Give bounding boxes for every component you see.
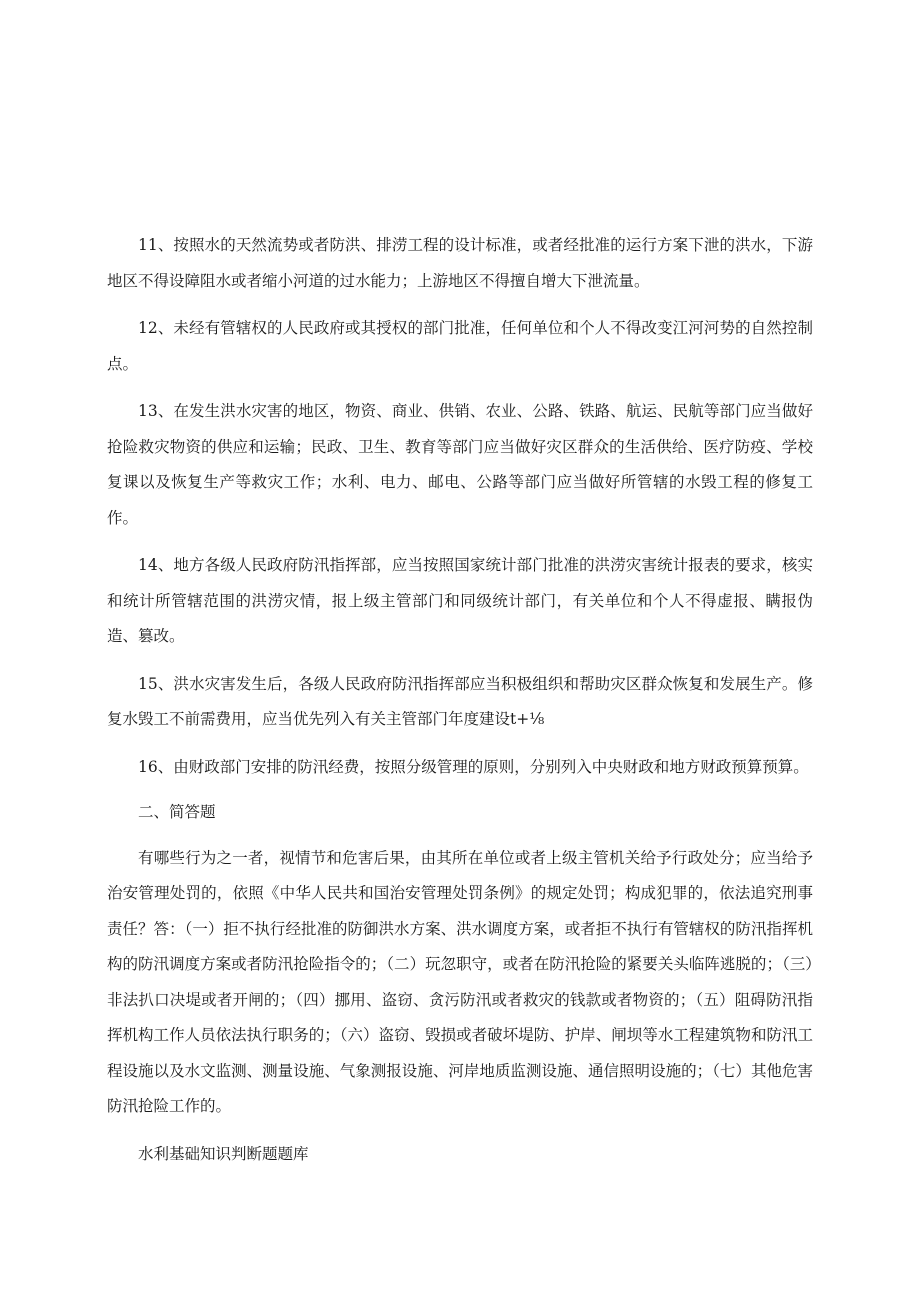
paragraph-item-12: 12、未经有管辖权的人民政府或其授权的部门批准，任何单位和个人不得改变江河河势的自然控制点。: [107, 319, 813, 373]
question-bank-title: 水利基础知识判断题题库: [138, 1144, 309, 1163]
short-answer-question-and-answer: 有哪些行为之一者，视情节和危害后果，由其所在单位或者上级主管机关给予行政处分；应当给予治安管理处罚的，依照《中华人民共和国治安管理处罚条例》的规定处罚；构成犯罪的，依法追究刑事责任？答：（一）拒不执行经批准的防御洪水方案、洪水调度方案，或者拒不执行有管辖权的防汛指挥机构的防汛调度方案或者防汛抢险指令的；（二）玩忽职守，或者在防汛抢险的紧要关头临阵逃脱的；（三）非法扒口决堤或者开闸的；（四）挪用、盗窃、贪污防汛或者救灾的钱款或者物资的；（五）阻碍防汛指挥机构工作人员依法执行职务的；（六）盗窃、毁损或者破坏堤防、护岸、闸坝等水工程建筑物和防汛工程设施以及水文监测、测量设施、气象测报设施、河岸地质监测设施、通信照明设施的；（七）其他危害防汛抢险工作的。: [107, 848, 813, 1115]
paragraph-item-11: 11、按照水的天然流势或者防洪、排涝工程的设计标准，或者经批准的运行方案下泄的洪水，下游地区不得设障阻水或者缩小河道的过水能力；上游地区不得擅自增大下泄流量。: [107, 236, 813, 290]
paragraph-item-15: 15、洪水灾害发生后，各级人民政府防汛指挥部应当积极组织和帮助灾区群众恢复和发展生产。修复水毁工不前需费用，应当优先列入有关主管部门年度建设t+⅛: [107, 674, 813, 728]
paragraph-item-16: 16、由财政部门安排的防汛经费，按照分级管理的原则，分别列入中央财政和地方财政预算预算。: [138, 757, 809, 776]
document-body: [107, 228, 813, 1182]
paragraph-item-13: 13、在发生洪水灾害的地区，物资、商业、供销、农业、公路、铁路、航运、民航等部门应当做好抢险救灾物资的供应和运输；民政、卫生、教育等部门应当做好灾区群众的生活供给、医疗防疫、学校复课以及恢复生产等救灾工作；水利、电力、邮电、公路等部门应当做好所管辖的水毁工程的修复工作。: [107, 402, 813, 527]
section-heading-short-answer: 二、简答题: [138, 803, 216, 821]
paragraph-item-14: 14、地方各级人民政府防汛指挥部，应当按照国家统计部门批准的洪涝灾害统计报表的要求，核实和统计所管辖范围的洪涝灾情，报上级主管部门和同级统计部门，有关单位和个人不得虚报、瞒报伪造、篡改。: [107, 556, 813, 645]
